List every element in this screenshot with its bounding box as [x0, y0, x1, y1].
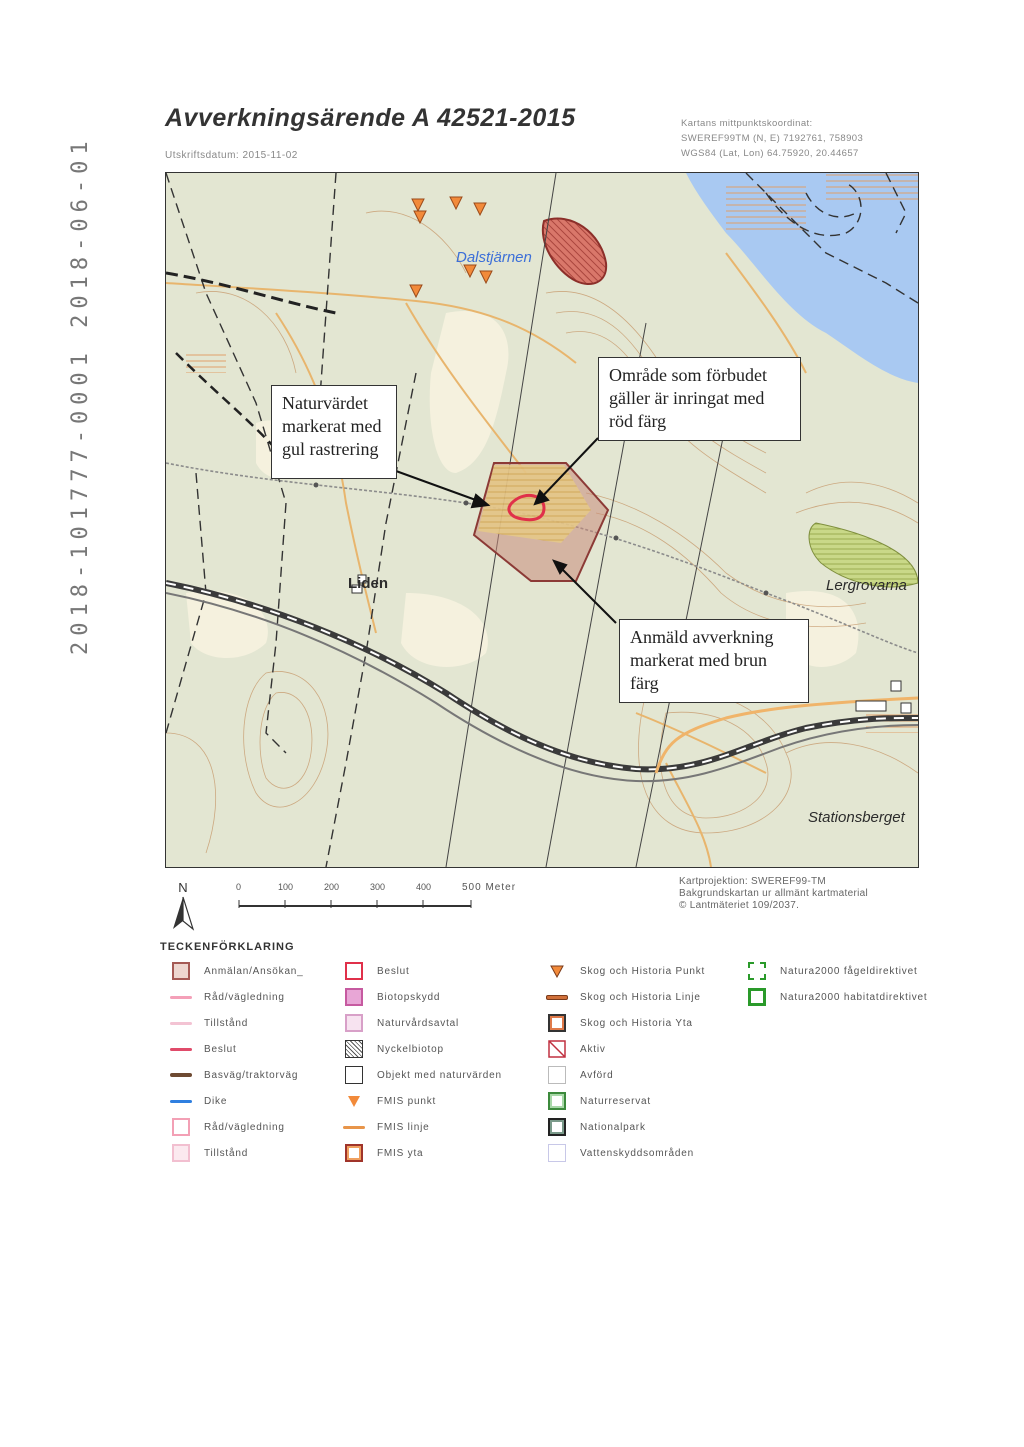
legend-item: Råd/vägledning [170, 1116, 285, 1138]
callout-nature-value: Naturvärdet markerat med gul rastrering [271, 385, 397, 479]
square-icon [548, 1014, 566, 1032]
square-icon [748, 988, 766, 1006]
scale-bar [238, 882, 538, 922]
projection-line-1: Kartprojektion: SWEREF99-TM [679, 876, 827, 887]
square-icon [345, 988, 363, 1006]
line-icon [170, 1022, 192, 1025]
lake-label: Dalstjärnen [456, 249, 532, 266]
legend-item: Vattenskyddsområden [546, 1142, 694, 1164]
legend-item: FMIS linje [343, 1116, 429, 1138]
north-arrow-icon [168, 895, 198, 931]
legend-item: Objekt med naturvärden [343, 1064, 502, 1086]
map-center-coordinates [681, 116, 863, 161]
legend-item: Beslut [170, 1038, 237, 1060]
side-stamp: 2018-101777-0001 2018-06-01 [68, 135, 93, 655]
village-label: Liden [348, 575, 388, 592]
square-icon [548, 1118, 566, 1136]
legend-item: Natura2000 fågeldirektivet [746, 960, 918, 982]
side-stamp-strip [0, 0, 100, 1447]
scale-bar-graphic [238, 896, 478, 916]
legend-item: Skog och Historia Linje [546, 986, 701, 1008]
legend-item: Anmälan/Ansökan_ [170, 960, 304, 982]
line-icon [170, 1048, 192, 1051]
coord-wgs: WGS84 (Lat, Lon) 64.75920, 20.44657 [681, 148, 859, 159]
triangle-icon [550, 964, 564, 978]
legend-item: Beslut [343, 960, 410, 982]
print-date: Utskriftsdatum: 2015-11-02 [165, 150, 298, 161]
square-icon [172, 1144, 190, 1162]
legend-item: Natura2000 habitatdirektivet [746, 986, 927, 1008]
square-icon [172, 962, 190, 980]
legend-item: Råd/vägledning [170, 986, 285, 1008]
coord-title: Kartans mittpunktskoordinat: [681, 118, 813, 129]
legend-item: Basväg/traktorväg [170, 1064, 298, 1086]
line-icon [170, 1100, 192, 1103]
scale-tick-200: 200 [324, 882, 340, 892]
square-icon [548, 1066, 566, 1084]
legend-item: Skog och Historia Punkt [546, 960, 705, 982]
hill-label: Stationsberget [808, 809, 905, 826]
legend-item: FMIS punkt [343, 1090, 436, 1112]
square-icon [548, 1092, 566, 1110]
legend-item: Biotopskydd [343, 986, 440, 1008]
scale-tick-300: 300 [370, 882, 386, 892]
scale-tick-100: 100 [278, 882, 294, 892]
hatch-area-1 [726, 183, 806, 233]
legend-item: Naturvårdsavtal [343, 1012, 459, 1034]
square-icon [345, 1066, 363, 1084]
legend-item: Naturreservat [546, 1090, 651, 1112]
map-canvas [166, 173, 918, 867]
projection-line-3: © Lantmäteriet 109/2037. [679, 900, 800, 911]
line-icon [343, 1126, 365, 1129]
legend-item: Dike [170, 1090, 227, 1112]
legend-item: Avförd [546, 1064, 614, 1086]
callout-ban-area: Område som förbudet gäller är inringat med röd färg [598, 357, 801, 441]
legend-title: TECKENFÖRKLARING [160, 941, 295, 953]
east-place-label: Lergrovarna [826, 577, 907, 594]
legend-item: Nationalpark [546, 1116, 646, 1138]
legend-item: Aktiv [546, 1038, 606, 1060]
legend-item: Tillstånd [170, 1142, 248, 1164]
hatch-area-2 [826, 173, 918, 203]
coord-sweref: SWEREF99TM (N, E) 7192761, 758903 [681, 133, 864, 144]
square-icon [345, 962, 363, 980]
square-icon [345, 1144, 363, 1162]
map-frame[interactable] [165, 172, 919, 868]
scale-tick-400: 400 [416, 882, 432, 892]
line-icon [170, 1073, 192, 1077]
square-icon [548, 1144, 566, 1162]
north-arrow [168, 880, 198, 934]
callout-cutting-area: Anmäld avverkning markerat med brun färg [619, 619, 809, 703]
projection-line-2: Bakgrundskartan ur allmänt kartmaterial [679, 888, 868, 899]
legend-item: FMIS yta [343, 1142, 423, 1164]
projection-note [679, 876, 868, 912]
dashed-square-icon [748, 962, 766, 980]
crossed-square-icon [548, 1040, 566, 1058]
north-label: N [178, 880, 188, 895]
square-icon [172, 1118, 190, 1136]
scale-tick-0: 0 [236, 882, 242, 892]
line-icon [170, 996, 192, 999]
hatched-square-icon [345, 1040, 363, 1058]
legend-item: Tillstånd [170, 1012, 248, 1034]
legend-item: Skog och Historia Yta [546, 1012, 693, 1034]
triangle-icon [347, 1094, 361, 1108]
line-icon [546, 995, 568, 1000]
legend-item: Nyckelbiotop [343, 1038, 444, 1060]
square-icon [345, 1014, 363, 1032]
scale-tick-500: 500 Meter [462, 882, 517, 893]
page-title: Avverkningsärende A 42521-2015 [165, 104, 576, 132]
